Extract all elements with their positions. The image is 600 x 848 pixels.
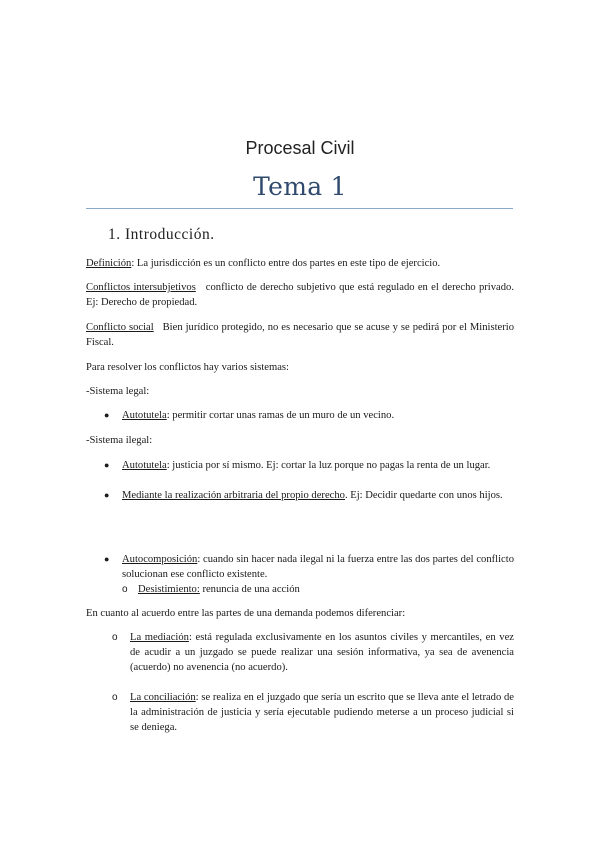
desistimiento-term: Desistimiento: [138, 584, 200, 595]
ilegal-realizacion-term: Mediante la realización arbitraria del propio derecho [122, 490, 345, 501]
sistema-ilegal-label: -Sistema ilegal: [86, 435, 153, 446]
definicion-text: : La jurisdicción es un conflicto entre dos partes en este tipo de ejercicio. [131, 258, 441, 269]
legal-autotutela-term: Autotutela [122, 410, 167, 421]
definicion-paragraph [86, 256, 514, 271]
autocomposicion-term: Autocomposición [122, 554, 198, 565]
acuerdo-intro: En cuanto al acuerdo entre las partes de una demanda podemos diferenciar: [86, 608, 406, 619]
autocomposicion-item [122, 552, 514, 582]
circle-bullet-icon: o [112, 632, 118, 643]
conflicto-social-term: Conflicto social [86, 322, 154, 333]
conflictos-intersubjetivos-term: Conflictos intersubjetivos [86, 282, 196, 293]
definicion-term: Definición [86, 258, 132, 269]
circle-bullet-icon: o [122, 584, 128, 595]
conflicto-social-text: Bien jurídico protegido, no es necesario que se acuse y se pedirá por el Ministerio Fiscal. [86, 322, 517, 348]
document-subtitle: Tema 1 [253, 172, 347, 201]
ilegal-autotutela-term: Autotutela [122, 460, 167, 471]
mediacion-text: : está regulada exclusivamente en los asuntos civiles y mercantiles, en vez de acudir a un juzgado se puede realizar una sesión informativa, ya sea de avenencia (acuerdo) no avenencia (no acuerdo). [130, 632, 514, 673]
bullet-icon: ● [104, 490, 110, 500]
conciliacion-item [130, 690, 514, 735]
legal-autotutela-text: : permitir cortar unas ramas de un muro de un vecino. [166, 410, 395, 421]
bullet-icon: ● [104, 554, 110, 564]
document-title: Procesal Civil [245, 138, 355, 158]
conflictos-intersubjetivos-paragraph [86, 280, 517, 310]
autocomposicion-text: : cuando sin hacer nada ilegal ni la fuerza entre las dos partes del conflicto solucionan ese conflicto existente. [122, 554, 514, 580]
conflictos-intersubjetivos-text: conflicto de derecho subjetivo que está regulado en el derecho privado. Ej: Derecho de propiedad. [86, 282, 517, 308]
ilegal-realizacion-item [122, 488, 514, 503]
bullet-icon: ● [104, 460, 110, 470]
mediacion-term: La mediación [130, 632, 189, 643]
legal-autotutela-item [122, 408, 514, 423]
sistema-legal-label: -Sistema legal: [86, 386, 150, 397]
desistimiento-text: renuncia de una acción [199, 584, 300, 595]
section-heading: 1. Introducción. [108, 226, 215, 243]
conflicto-social-paragraph [86, 320, 517, 350]
conciliacion-text: : se realiza en el juzgado que sería un escrito que se lleva ante el letrado de la administración de justicia y sería ejecutable pudiendo meterse a un proceso judicial si se deniega. [130, 692, 514, 733]
ilegal-autotutela-text: : justicia por sí mismo. Ej: cortar la luz porque no pagas la renta de un lugar. [166, 460, 491, 471]
bullet-icon: ● [104, 410, 110, 420]
title-divider [86, 208, 513, 209]
mediacion-item [130, 630, 514, 675]
ilegal-realizacion-text: . Ej: Decidir quedarte con unos hijos. [344, 490, 503, 501]
desistimiento-item [138, 582, 514, 597]
ilegal-autotutela-item [122, 458, 514, 473]
sistemas-intro: Para resolver los conflictos hay varios sistemas: [86, 362, 289, 373]
circle-bullet-icon: o [112, 692, 118, 703]
conciliacion-term: La conciliación [130, 692, 196, 703]
